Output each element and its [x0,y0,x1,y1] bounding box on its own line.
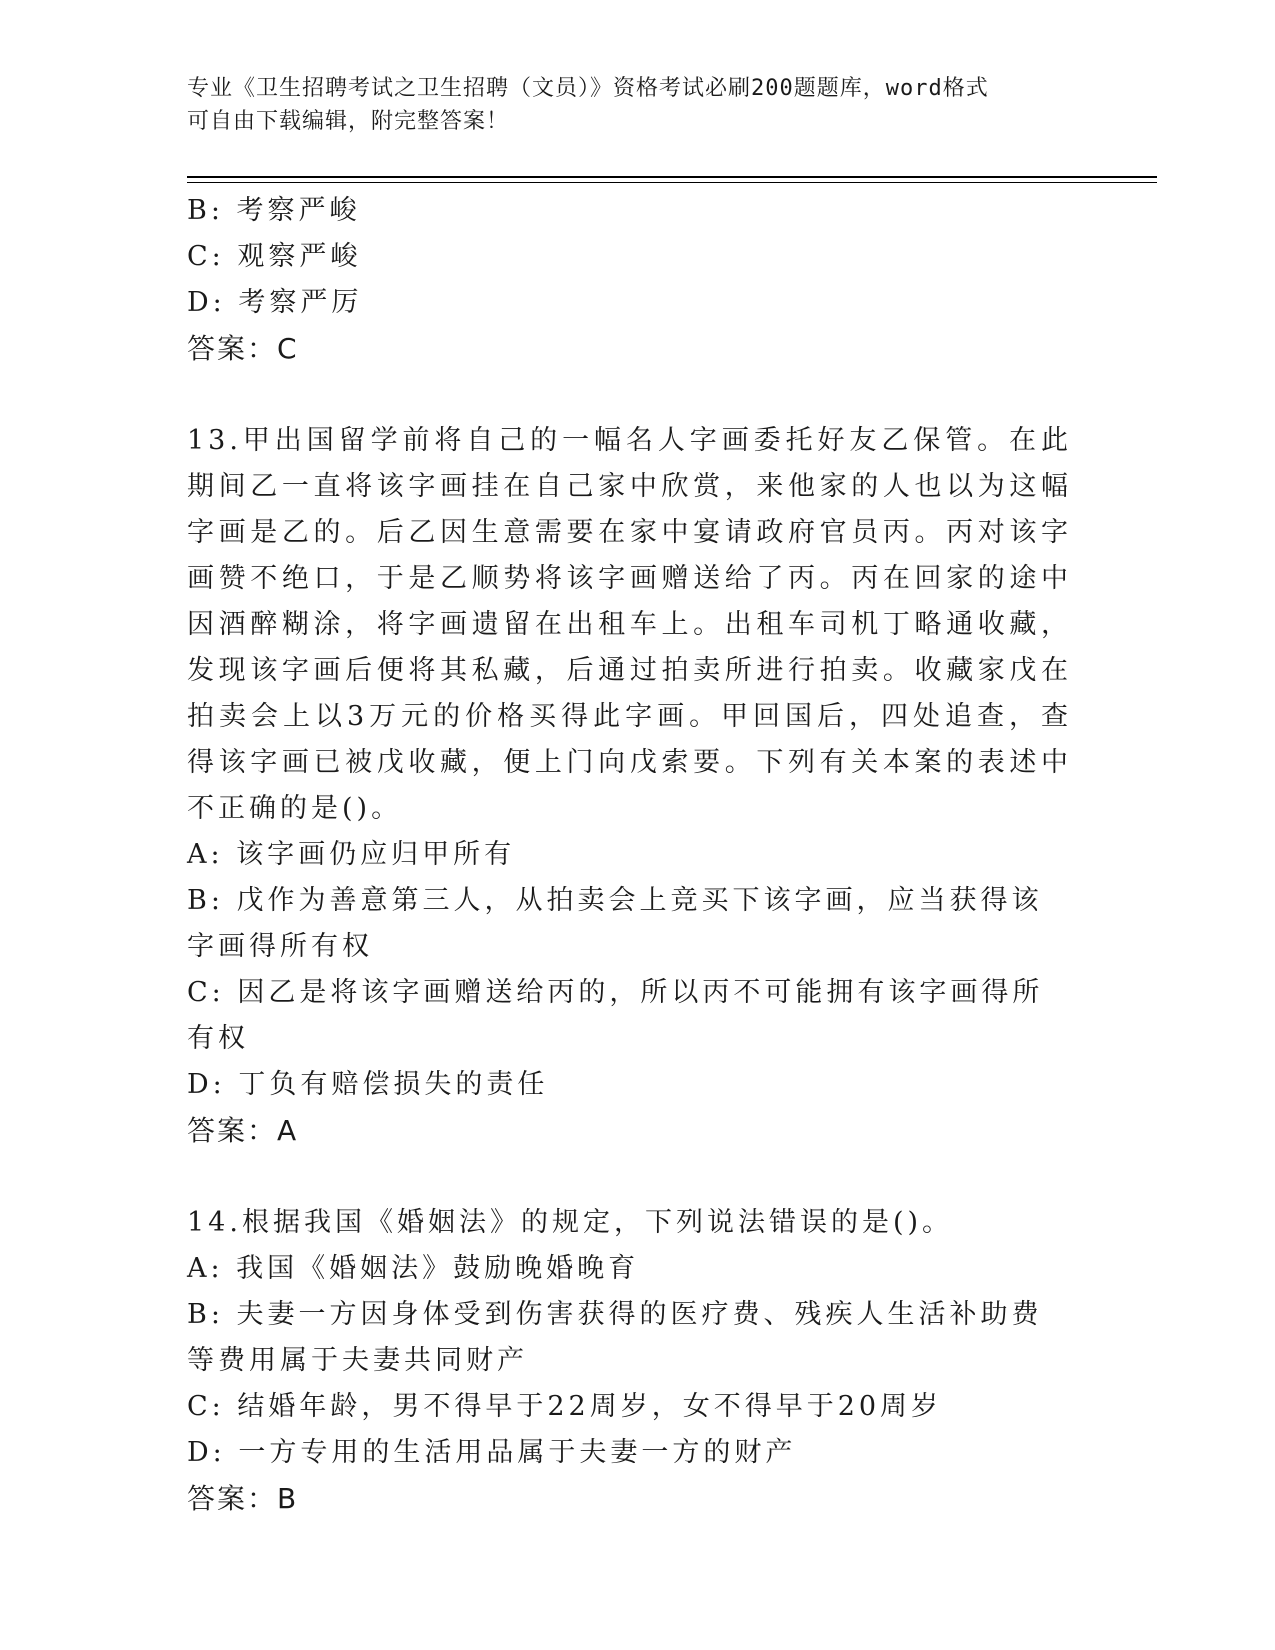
option-c: C: 观察严峻 [187,241,362,272]
header-line-1: 专业《卫生招聘考试之卫生招聘（文员）》资格考试必刷200题题库，word格式 [187,76,989,101]
question-14-block [187,1200,1087,1522]
question-stem: 13.甲出国留学前将自己的一幅名人字画委托好友乙保管。在此期间乙一直将该字画挂在自己家中欣赏，来他家的人也以为这幅字画是乙的。后乙因生意需要在家中宴请政府官员丙。丙对该字画赞不绝口，于是乙顺势将该字画赠送给了丙。丙在回家的途中因酒醉糊涂，将字画遗留在出租车上。出租车司机丁略通收藏，发现该字画后便将其私藏，后通过拍卖所进行拍卖。收藏家戊在拍卖会上以3万元的价格买得此字画。甲回国后，四处追查，查得该字画已被戊收藏，便上门向戊索要。下列有关本案的表述中不正确的是()。 [187,425,1072,824]
option-b: B: 考察严峻 [187,195,361,226]
header-rule-thin [187,182,1157,183]
question-content [187,188,1087,1522]
option-c: C: 因乙是将该字画赠送给丙的，所以丙不可能拥有该字画得所有权 [187,977,1044,1054]
answer-line: 答案：C [187,332,299,365]
question-13-block [187,418,1087,1154]
option-b: B: 戊作为善意第三人，从拍卖会上竞买下该字画，应当获得该字画得所有权 [187,885,1043,962]
option-d: D: 丁负有赔偿损失的责任 [187,1069,549,1100]
header-line-2: 可自由下载编辑，附完整答案！ [187,109,510,134]
option-d: D: 一方专用的生活用品属于夫妻一方的财产 [187,1437,797,1468]
option-a: A: 该字画仍应归甲所有 [187,839,516,870]
answer-line: 答案：B [187,1482,299,1515]
document-header [187,72,1067,138]
prev-question-block [187,188,1087,372]
option-d: D: 考察严厉 [187,287,363,318]
option-b: B: 夫妻一方因身体受到伤害获得的医疗费、残疾人生活补助费等费用属于夫妻共同财产 [187,1299,1043,1376]
question-stem: 14.根据我国《婚姻法》的规定，下列说法错误的是()。 [187,1207,954,1238]
option-c: C: 结婚年龄，男不得早于22周岁，女不得早于20周岁 [187,1391,943,1422]
header-rule-thick [187,176,1157,178]
option-a: A: 我国《婚姻法》鼓励晚婚晚育 [187,1253,640,1284]
spacer [187,372,1087,418]
spacer [187,1154,1087,1200]
answer-line: 答案：A [187,1114,299,1147]
